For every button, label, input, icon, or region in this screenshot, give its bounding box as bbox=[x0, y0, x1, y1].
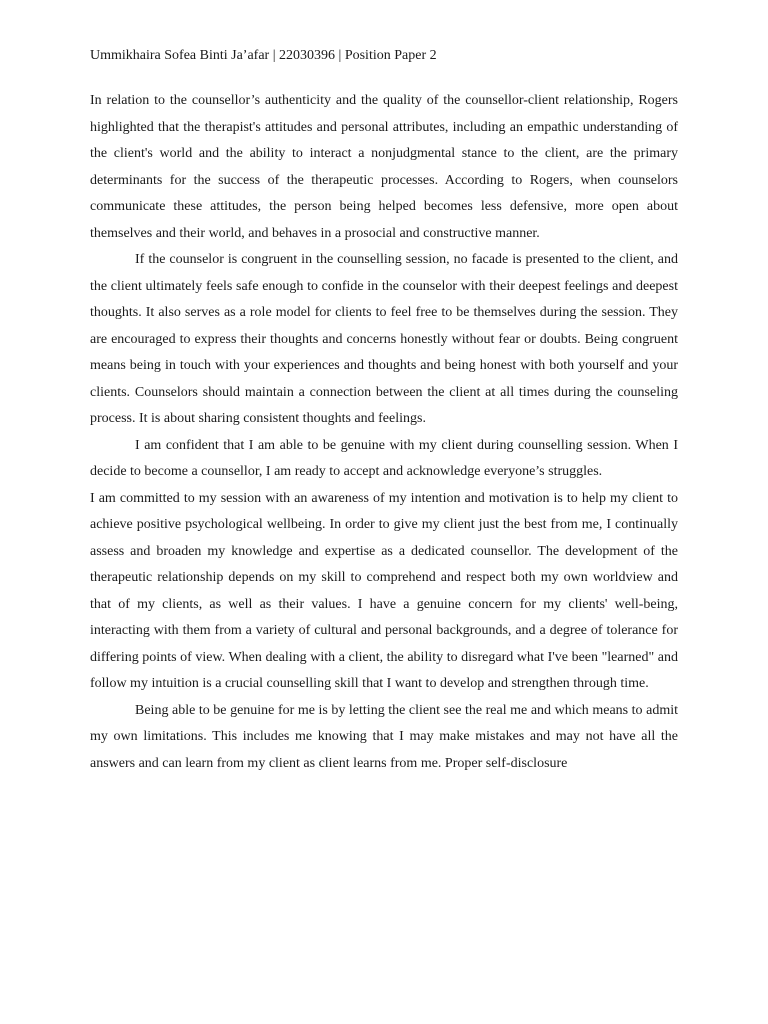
document-page bbox=[90, 46, 678, 777]
paragraph-4: I am committed to my session with an awareness of my intention and motivation is to help my client to achieve positive psychological wellbeing. In order to give my client just the best from me, I continually assess and broaden my knowledge and expertise as a dedicated counsellor. The development of the therapeutic relationship depends on my skill to comprehend and respect both my own worldview and that of my clients, as well as their values. I have a genuine concern for my clients' well-being, interacting with them from a variety of cultural and personal backgrounds, and a degree of tolerance for differing points of view. When dealing with a client, the ability to disregard what I've been "learned" and follow my intuition is a crucial counselling skill that I want to develop and strengthen through time. bbox=[90, 490, 678, 691]
paragraph-3: I am confident that I am able to be genuine with my client during counselling session. When I decide to become a counsellor, I am ready to accept and acknowledge everyone’s struggles. bbox=[90, 437, 678, 479]
paragraph-5: Being able to be genuine for me is by letting the client see the real me and which means to admit my own limitations. This includes me knowing that I may make mistakes and may not have all the answers and can learn from my client as client learns from me. Proper self-disclosure bbox=[90, 702, 678, 771]
page-header: Ummikhaira Sofea Binti Ja’afar | 22030396 | Position Paper 2 bbox=[90, 48, 437, 63]
paragraph-2: If the counselor is congruent in the counselling session, no facade is presented to the client, and the client ultimately feels safe enough to confide in the counselor with their deepest feelings and deepest thoughts. It also serves as a role model for clients to feel free to be themselves during the session. They are encouraged to express their thoughts and concerns honestly without fear or doubts. Being congruent means being in touch with your experiences and thoughts and being honest with both yourself and your clients. Counselors should maintain a connection between the client at all times during the counseling process. It is about sharing consistent thoughts and feelings. bbox=[90, 252, 678, 426]
paragraph-1: In relation to the counsellor’s authenticity and the quality of the counsellor-client relationship, Rogers highlighted that the therapist's attitudes and personal attributes, including an empathic understanding of the client's world and the ability to interact a nonjudgmental stance to the client, are the primary determinants for the success of the therapeutic processes. According to Rogers, when counselors communicate these attitudes, the person being helped becomes less defensive, more open about themselves and their world, and behaves in a prosocial and constructive manner. bbox=[90, 93, 678, 241]
